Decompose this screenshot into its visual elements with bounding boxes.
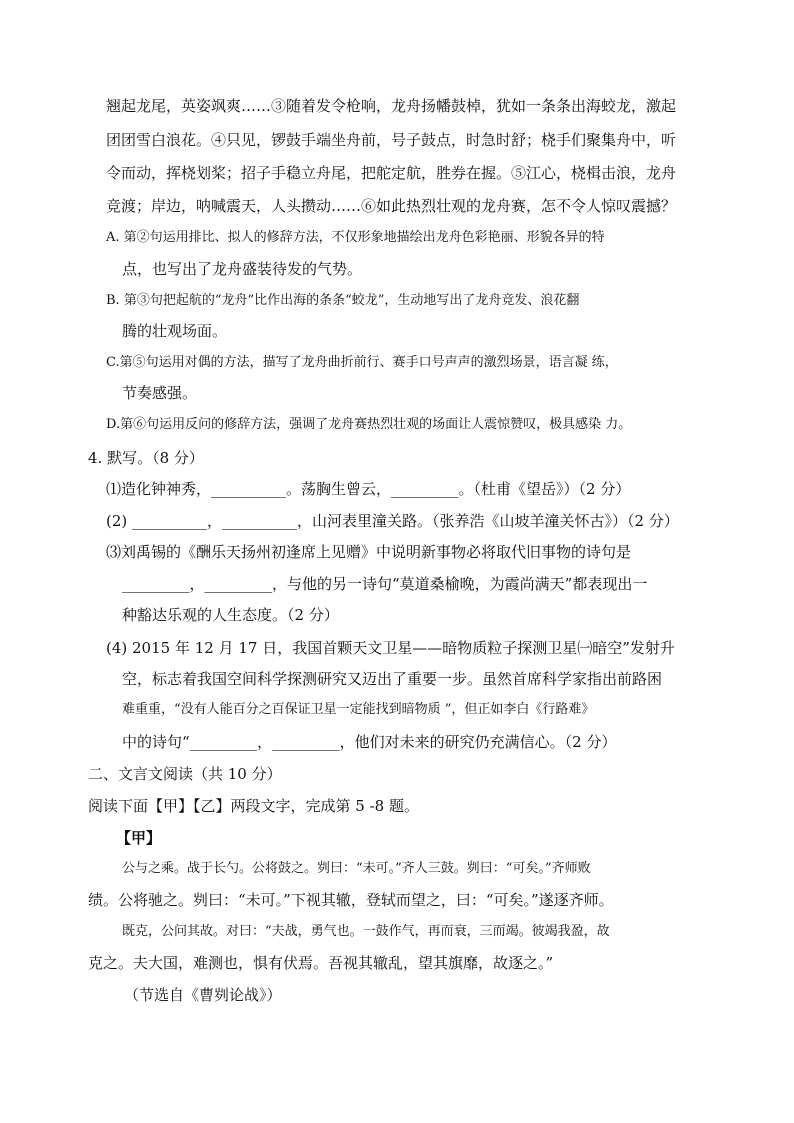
section-2-title: 二、文言文阅读（共 10 分） xyxy=(88,765,282,783)
jia-line-2: 绩。公将驰之。刿曰：“未可。”下视其辙，登轼而望之，曰：“可矣。”遂逐齐师。 xyxy=(88,891,614,909)
jia-line-4: 克之。夫大国，难测也，惧有伏焉。吾视其辙乱，望其旗靡，故逐之。” xyxy=(88,954,554,972)
option-a-line-1: A. 第②句运用排比、拟人的修辞方法，不仅形象地描绘出龙舟色彩艳丽、形貌各异的特 xyxy=(106,230,605,245)
passage-line-3: 令而动，挥桡划桨；招子手稳立舟尾，把舵定航，胜券在握。⑤江心，桡楫击浪，龙舟 xyxy=(106,164,677,182)
option-d-line-1: D.第⑥句运用反问的修辞方法，强调了龙舟赛热烈壮观的场面让人震惊赞叹，极具感染 力。 xyxy=(106,417,632,432)
passage-line-1: 翘起龙尾，英姿飒爽……③随着发令枪响，龙舟扬幡鼓棹，犹如一条条出海蛟龙，激起 xyxy=(106,97,677,115)
q4-title: 4. 默写。（8 分） xyxy=(88,449,204,467)
passage-line-2: 团团雪白浪花。④只见，锣鼓手端坐舟前，号子鼓点，时急时舒；桡手们聚集舟中，听 xyxy=(106,131,677,149)
option-c-line-2: 节奏感强。 xyxy=(122,384,198,402)
q4-item-2: (2) __________，__________，山河表里潼关路。（张养浩《山坡羊潼关怀古》）（2 分） xyxy=(106,512,679,530)
jia-line-3: 既克，公问其故。对曰：“夫战，勇气也。一鼓作气，再而衰，三而竭。彼竭我盈，故 xyxy=(122,924,610,939)
jia-source: （节选自《曹刿论战》） xyxy=(124,986,282,1004)
section-2-intro: 阅读下面【甲】【乙】两段文字，完成第 5 -8 题。 xyxy=(88,797,419,815)
option-a-line-2: 点，也写出了龙舟盛装待发的气势。 xyxy=(122,260,363,278)
q4-item-4-line-3: 难重重，“没有人能百分之百保证卫星一定能找到暗物质 ”，但正如李白《行路难》 xyxy=(122,702,595,717)
q4-item-3-line-1: ⑶刘禹锡的《酬乐天扬州初逢席上见赠》中说明新事物必将取代旧事物的诗句是 xyxy=(106,543,632,561)
passage-line-4: 竞渡；岸边，呐喊震天，人头攒动……⑥如此热烈壮观的龙舟赛，怎不令人惊叹震撼？ xyxy=(106,197,677,215)
option-b-line-2: 腾的壮观场面。 xyxy=(122,322,228,340)
option-b-line-1: B. 第③句把起航的“龙舟”比作出海的条条“蛟龙”，生动地写出了龙舟竞发、浪花翻 xyxy=(106,293,580,308)
q4-item-1: ⑴造化钟神秀，__________。荡胸生曾云，_________。（杜甫《望岳》）（2 分） xyxy=(106,480,631,498)
q4-item-4-line-1: (4) 2015 年 12 月 17 日，我国首颗天文卫星——暗物质粒子探测卫星㈠暗空”发射升 xyxy=(106,639,675,657)
option-c-line-1: C.第⑤句运用对偶的方法，描写了龙舟曲折前行、赛手口号声声的激烈场景，语言凝 练， xyxy=(106,355,618,370)
q4-item-4-line-2: 空，标志着我国空间科学探测研究又迈出了重要一步。虽然首席科学家指出前路困 xyxy=(122,670,663,688)
q4-item-3-line-3: 种豁达乐观的人生态度。（2 分） xyxy=(122,606,339,624)
q4-item-3-line-2: _________，_________，与他的另一诗句“莫道桑榆晚，为霞尚满天”都表现出一 xyxy=(122,575,648,593)
q4-item-4-line-4: 中的诗句“_________，_________，他们对未来的研究仍充满信心。（2 分） xyxy=(122,733,617,751)
jia-line-1: 公与之乘。战于长勺。公将鼓之。刿曰：“未可。”齐人三鼓。刿曰：“可矣。”齐师败 xyxy=(122,861,591,876)
jia-label: 【甲】 xyxy=(116,829,162,847)
